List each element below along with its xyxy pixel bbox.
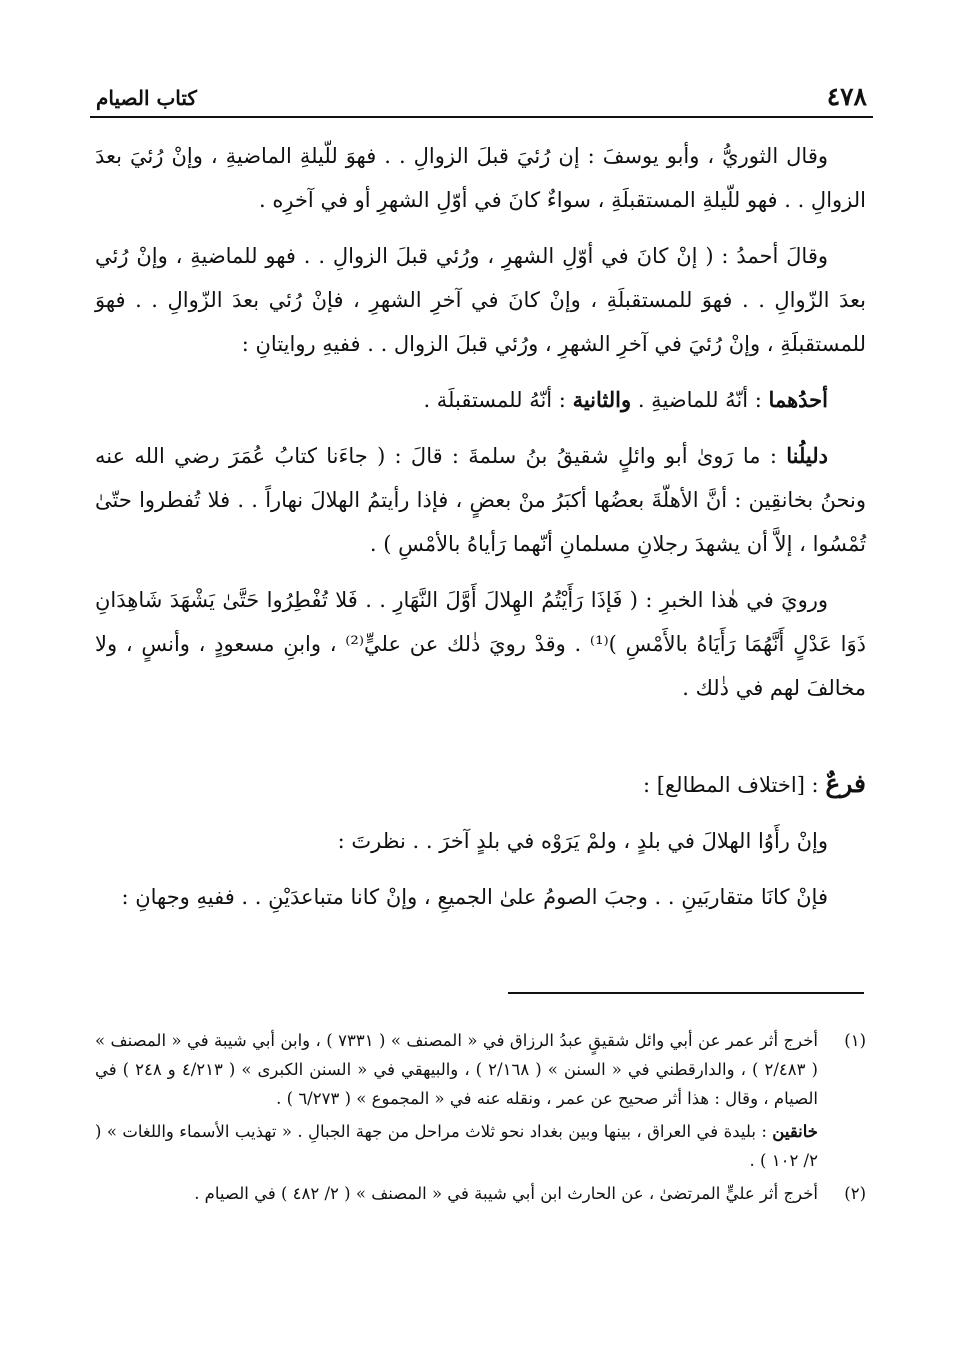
paragraph-7: فإنْ كانَا متقاربَينِ . . وجبَ الصومُ علىٰ الجميعِ ، وإنْ كانا متباعدَيْنِ . . ففيهِ وجهانِ :	[121, 885, 828, 909]
footnote-text: أخرج أثر عمر عن أبي وائل شقيقٍ عبدُ الرزاق في « المصنف » ( ٧٣٣١ ) ، وابن أبي شيبة في « المصنف » ( ٢/٤٨٣ ) ، والدارقطني في « السنن » ( ٢/١٦٨ ) ، والبيهقي في « السنن الكبرى » ( ٤/٢١٣ و ٢٤٨ ) في الصيام ، وقال : هذا أثر صحيح عن عمر ، ونقله عنه في « المجموع » ( ٦/٢٧٣ ) .	[95, 1031, 818, 1108]
first-opinion-label: أحدُهما	[768, 387, 828, 412]
paragraph-5: ورويَ في هٰذا الخبرِ : ( فَإذَا رَأَيْتُمُ الهِلالَ أَوَّلَ النَّهَارِ . . فَلا تُفْطِرُوا حَتَّىٰ يَشْهَدَ شَاهِدَانِ ذَوَا عَدْلٍ أَنَّهُمَا رَأَيَاهُ بالأَمْسِ )⁽¹⁾ . وقدْ رويَ ذٰلك عن عليٍّ⁽²⁾ ، وابنِ مسعودٍ ، وأنسٍ ، ولا مخالفَ لهم في ذٰلك .	[95, 588, 866, 700]
first-opinion-text: : أنّهُ للماضيةِ .	[637, 388, 762, 412]
evidence-text: : ما رَوىٰ أبو وائلٍ شقيقُ بنُ سلمةَ : قالَ : ( جاءَنا كتابُ عُمَرَ رضي الله عنه ونحنُ بخانقِين : أنَّ الأهلّةَ بعضُها أكبَرُ منْ بعضٍ ، فإذا رأيتمُ الهلالَ نهاراً . . فلا تُفطروا حتّىٰ تُمْسُوا ، إلاَّ أن يشهدَ رجلانِ مسلمانِ أنّهما رَأياهُ بالأمْسِ ) .	[95, 444, 866, 556]
second-opinion-text: : أنّهُ للمستقبلَة .	[423, 388, 566, 412]
paragraph-4	[95, 434, 866, 566]
section-heading	[95, 762, 866, 807]
footnote-number: (٢)	[844, 1184, 866, 1203]
footnote-separator	[508, 992, 864, 994]
running-title: كتاب الصيام	[96, 86, 197, 110]
footnote-number: (١)	[844, 1031, 866, 1050]
footnotes	[95, 1026, 866, 1212]
page-number: ٤٧٨	[826, 82, 867, 111]
section-heading-word: فرعٌ	[825, 769, 866, 798]
footnote-text: أخرج أثر عليٍّ المرتضىٰ ، عن الحارث ابن أبي شيبة في « المصنف » ( ٢/ ٤٨٢ ) في الصيام .	[194, 1184, 818, 1203]
paragraph-1: وقال الثوريُّ ، وأبو يوسفَ : إن رُئيَ قبلَ الزوالِ . . فهوَ للّيلةِ الماضيةِ ، وإنْ رُئيَ بعدَ الزوالِ . . فهو للّيلةِ المستقبلَةِ ، سواءٌ كانَ في أوّلِ الشهرِ أو في آخرِه .	[95, 144, 866, 212]
evidence-label: دليلُنا	[786, 443, 828, 468]
main-text	[95, 134, 866, 931]
paragraph-3	[95, 378, 866, 422]
footnote-note-text: : بليدة في العراق ، بينها وبين بغداد نحو ثلاث مراحل من جهة الجبالِ . « تهذيب الأسماء واللغات » ( ٢/ ١٠٢ ) .	[95, 1122, 818, 1170]
second-opinion-label: والثانية	[572, 387, 632, 412]
paragraph-6: وإنْ رأَوُا الهلالَ في بلدٍ ، ولمْ يَرَوْه في بلدٍ آخرَ . . نظرتَ :	[337, 829, 828, 853]
footnote-1	[95, 1026, 866, 1113]
section-heading-title: : [اختلاف المطالع] :	[643, 773, 819, 797]
page-header	[90, 82, 873, 118]
footnote-2	[95, 1179, 866, 1208]
footnote-note-label: خانقين	[772, 1122, 818, 1141]
footnote-1-note	[95, 1117, 866, 1175]
paragraph-2: وقالَ أحمدُ : ( إنْ كانَ في أوّلِ الشهرِ ، ورُئي قبلَ الزوالِ . . فهو للماضيةِ ، وإنْ رُئي بعدَ الزّوالِ . . فهوَ للمستقبلَةِ ، وإنْ كانَ في آخرِ الشهرِ ، فإنْ رُئي بعدَ الزّوالِ . . فهوَ للمستقبلَةِ ، وإنْ رُئيَ في آخرِ الشهرِ ، ورُئي قبلَ الزوال . . ففيهِ روايتانِ :	[95, 244, 866, 356]
